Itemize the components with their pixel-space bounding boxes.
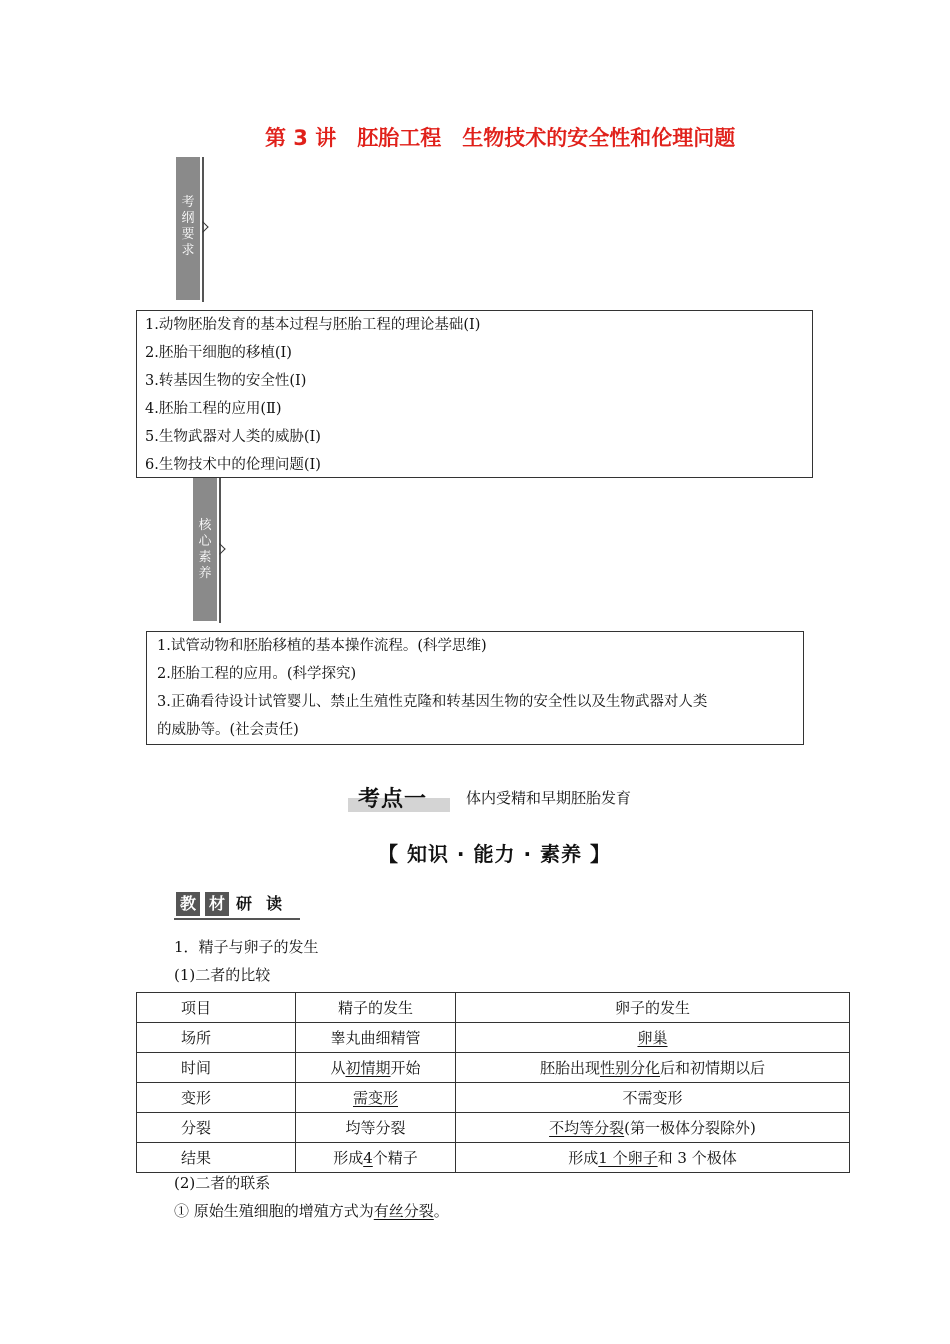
- answer-blank: 不均等分裂: [549, 1119, 625, 1137]
- answer-blank: 需变形: [352, 1089, 398, 1107]
- tab-char: 养: [198, 566, 212, 581]
- cell-text: 开始: [390, 1059, 421, 1077]
- tab-char: 求: [181, 243, 195, 258]
- literacy-item: 3.正确看待设计试管婴儿、禁止生殖性克隆和转基因生物的安全性以及生物武器对人类: [157, 694, 708, 710]
- table-cell: [296, 1053, 456, 1083]
- answer-blank: 性别分化: [599, 1059, 660, 1077]
- requirements-box: [136, 310, 813, 478]
- tab-char: 心: [198, 534, 212, 549]
- table-cell: [296, 1143, 456, 1173]
- tab-char: 考: [181, 195, 195, 210]
- answer-blank: 4: [363, 1149, 373, 1167]
- table-cell: 均等分裂: [296, 1113, 456, 1143]
- row-label: 变形: [137, 1083, 296, 1113]
- requirement-item: 6.生物技术中的伦理问题(Ⅰ): [145, 457, 321, 473]
- point-text: ① 原始生殖细胞的增殖方式为: [174, 1202, 374, 1220]
- badge-char: 教: [176, 892, 200, 916]
- row-label: 结果: [137, 1143, 296, 1173]
- literacy-tab: [193, 478, 217, 621]
- requirement-item: 3.转基因生物的安全性(Ⅰ): [145, 373, 307, 389]
- table-cell: [456, 1053, 850, 1083]
- table-cell: 不需变形: [456, 1083, 850, 1113]
- table-header-row: [137, 993, 850, 1023]
- table-header: 项目: [137, 993, 296, 1023]
- tab-char: 要: [181, 227, 195, 242]
- table-row: [137, 1143, 850, 1173]
- point-text: 。: [433, 1202, 449, 1220]
- comparison-table: [136, 992, 850, 1173]
- cell-text: 胚胎出现: [539, 1059, 600, 1077]
- literacy-box: [146, 631, 804, 745]
- requirement-item: 4.胚胎工程的应用(Ⅱ): [145, 401, 282, 417]
- row-label: 分裂: [137, 1113, 296, 1143]
- requirement-item: 2.胚胎干细胞的移植(Ⅰ): [145, 345, 292, 361]
- table-cell: [296, 1083, 456, 1113]
- answer-blank: 卵巢: [637, 1029, 668, 1047]
- answer-blank: 1 个卵子: [598, 1149, 658, 1167]
- kaodian-badge: [348, 782, 450, 812]
- table-row: [137, 1113, 850, 1143]
- heading-3: (2)二者的联系: [174, 1174, 271, 1192]
- cell-text: 后和初情期以后: [660, 1059, 766, 1077]
- point-1: [174, 1200, 449, 1221]
- table-row: [137, 1083, 850, 1113]
- badge-rule: [174, 918, 300, 920]
- cell-text: (第一极体分裂除外): [624, 1119, 756, 1137]
- requirements-tab: [176, 157, 200, 300]
- badge-char: 读: [266, 894, 283, 913]
- section-title: 【 知识 · 能力 · 素养 】: [378, 842, 611, 866]
- cell-text: 形成: [568, 1149, 599, 1167]
- requirement-item: 5.生物武器对人类的威胁(Ⅰ): [145, 429, 321, 445]
- kaodian-label: 考点一: [358, 787, 428, 812]
- table-header: 精子的发生: [296, 993, 456, 1023]
- page-title: 第 3 讲 胚胎工程 生物技术的安全性和伦理问题: [265, 126, 736, 150]
- cell-text: 从: [330, 1059, 346, 1077]
- cell-text: 个精子: [372, 1149, 418, 1167]
- table-header: 卵子的发生: [456, 993, 850, 1023]
- jiaocai-badge: [174, 892, 304, 922]
- row-label: 场所: [137, 1023, 296, 1053]
- literacy-item: 2.胚胎工程的应用。(科学探究): [157, 666, 357, 682]
- answer-blank: 初情期: [345, 1059, 391, 1077]
- cell-text: 形成: [333, 1149, 364, 1167]
- badge-char: 材: [205, 892, 229, 916]
- heading-1: 1．精子与卵子的发生: [174, 938, 319, 956]
- literacy-item: 的威胁等。(社会责任): [157, 722, 299, 738]
- table-cell: [456, 1143, 850, 1173]
- tab-char: 核: [198, 518, 212, 533]
- cell-text: 和 3 个极体: [657, 1149, 737, 1167]
- heading-2: (1)二者的比较: [174, 966, 271, 984]
- literacy-item: 1.试管动物和胚胎移植的基本操作流程。(科学思维): [157, 638, 487, 654]
- table-row: [137, 1023, 850, 1053]
- badge-char: 研: [236, 894, 253, 913]
- answer-blank: 有丝分裂: [373, 1202, 434, 1220]
- row-label: 时间: [137, 1053, 296, 1083]
- kaodian-subtitle: 体内受精和早期胚胎发育: [466, 789, 632, 807]
- table-row: [137, 1053, 850, 1083]
- table-cell: [456, 1113, 850, 1143]
- tab-char: 纲: [181, 211, 195, 226]
- tab-char: 素: [198, 550, 212, 565]
- table-cell: 睾丸曲细精管: [296, 1023, 456, 1053]
- requirement-item: 1.动物胚胎发育的基本过程与胚胎工程的理论基础(Ⅰ): [145, 317, 481, 333]
- table-cell: [456, 1023, 850, 1053]
